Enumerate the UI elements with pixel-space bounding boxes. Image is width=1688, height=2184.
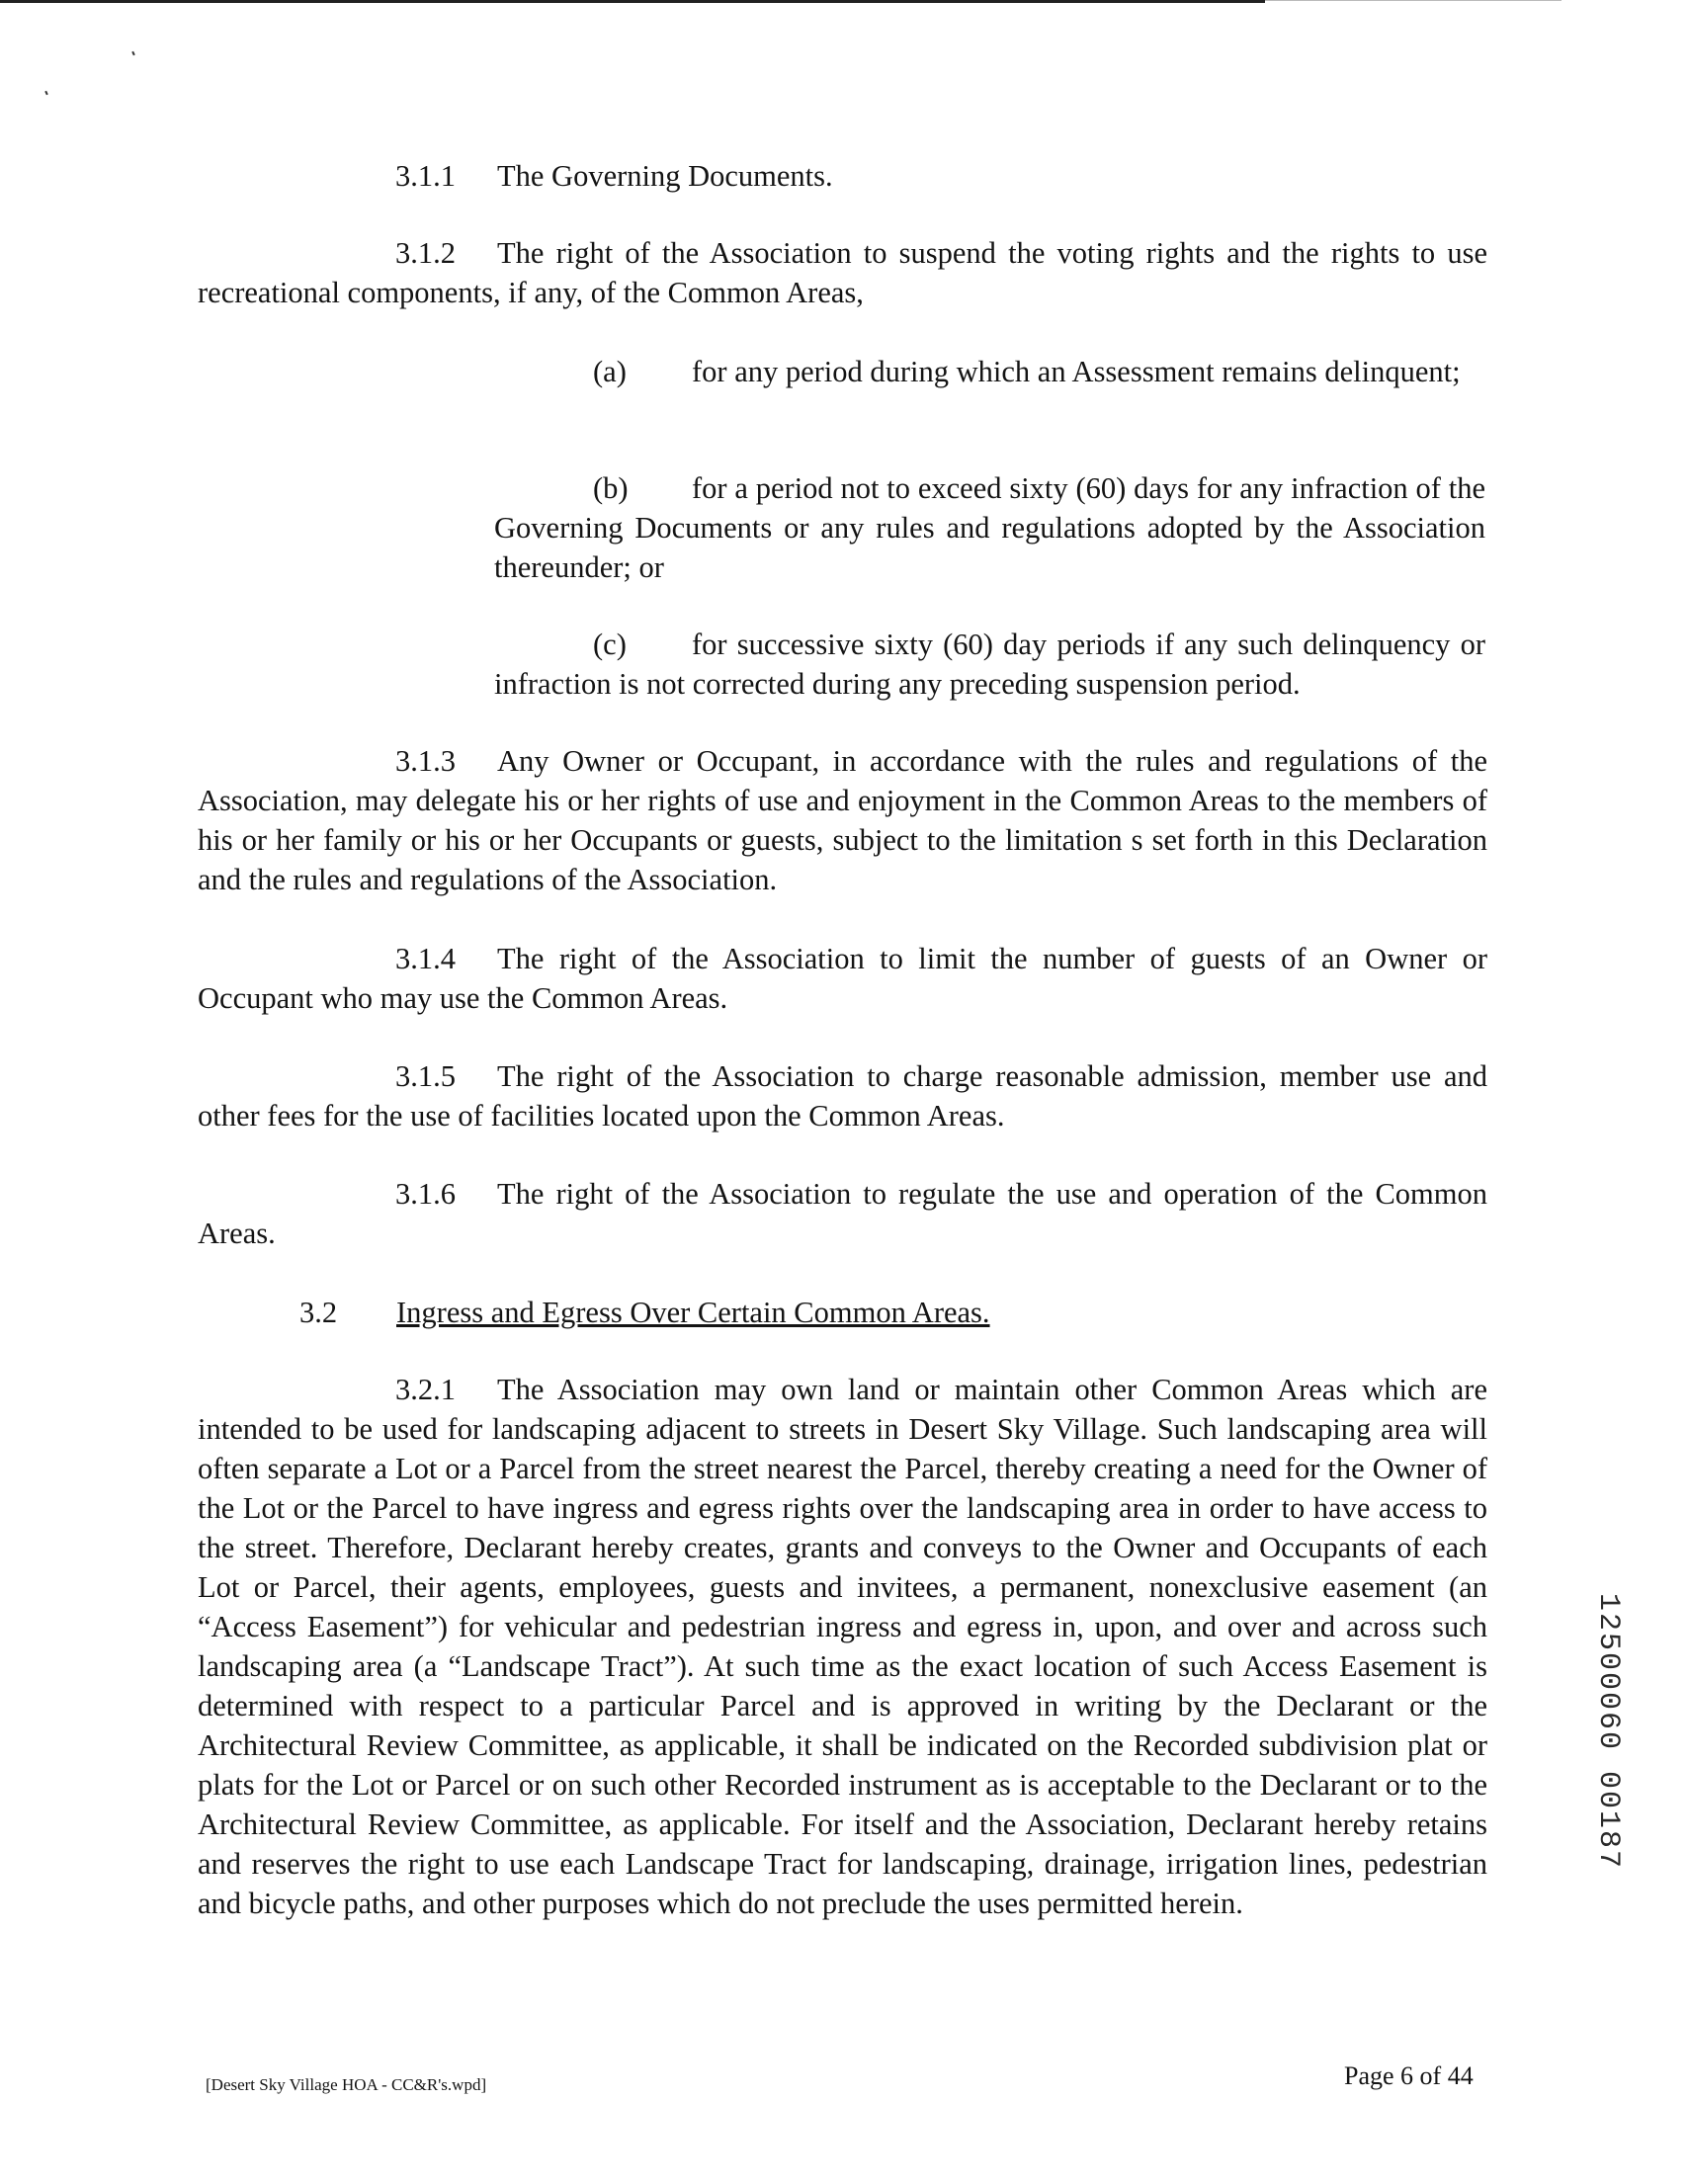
section-3-1-2 bbox=[198, 233, 1487, 312]
section-3-1-6 bbox=[198, 1174, 1487, 1253]
section-3-2-heading bbox=[198, 1293, 1487, 1332]
section-text: The right of the Association to limit the number of guests of an Owner or Occupant who may use the Common Areas. bbox=[198, 942, 1487, 1015]
section-3-1-3 bbox=[198, 741, 1487, 899]
section-text: The Governing Documents. bbox=[497, 159, 833, 193]
item-label: (b) bbox=[593, 471, 629, 505]
section-3-1-4 bbox=[198, 939, 1487, 1018]
item-label: (c) bbox=[593, 628, 627, 661]
section-number: 3.1.1 bbox=[395, 159, 456, 193]
section-number: 3.1.3 bbox=[395, 744, 456, 778]
section-3-2-1 bbox=[198, 1370, 1487, 1923]
section-3-1-5 bbox=[198, 1056, 1487, 1135]
section-number: 3.1.6 bbox=[395, 1177, 456, 1211]
item-label: (a) bbox=[593, 355, 627, 388]
recording-stamp: 12500060 00187 bbox=[1591, 1593, 1625, 1871]
section-3-1-1 bbox=[198, 156, 1487, 196]
page-number: Page 6 of 44 bbox=[1344, 2061, 1474, 2090]
section-number: 3.1.5 bbox=[395, 1059, 456, 1093]
footer-filename: [Desert Sky Village HOA - CC&R's.wpd] bbox=[206, 2075, 487, 2094]
section-heading: Ingress and Egress Over Certain Common Areas. bbox=[396, 1296, 990, 1329]
item-text: for any period during which an Assessment remains delinquent; bbox=[692, 355, 1461, 388]
item-text: for a period not to exceed sixty (60) days for any infraction of the Governing Documents or any rules and regulations adopted by the Association thereunder; or bbox=[494, 471, 1485, 584]
section-number: 3.1.4 bbox=[395, 942, 456, 975]
section-text: Any Owner or Occupant, in accordance with the rules and regulations of the Association, may delegate his or her rights of use and enjoyment in the Common Areas to the members of his or her family or his or her Occupants or guests, subject to the limitation s set forth in this Declaration and the rules and regulations of the Association. bbox=[198, 744, 1487, 896]
scan-speck bbox=[131, 51, 135, 55]
section-text: The right of the Association to regulate the use and operation of the Common Areas. bbox=[198, 1177, 1487, 1250]
scan-speck bbox=[44, 91, 48, 95]
section-3-1-2-item-a bbox=[494, 352, 1485, 391]
section-3-1-2-item-b bbox=[494, 468, 1485, 587]
section-text: The right of the Association to suspend the voting rights and the rights to use recreational components, if any, of the Common Areas, bbox=[198, 236, 1487, 309]
scan-edge-faint bbox=[1265, 0, 1561, 1]
item-text: for successive sixty (60) day periods if any such delinquency or infraction is not corrected during any preceding suspension period. bbox=[494, 628, 1485, 701]
scan-edge bbox=[0, 0, 1265, 3]
section-number: 3.1.2 bbox=[395, 236, 456, 270]
section-3-1-2-item-c bbox=[494, 625, 1485, 704]
section-number: 3.2.1 bbox=[395, 1373, 456, 1406]
section-number: 3.2 bbox=[299, 1296, 338, 1329]
section-text: The right of the Association to charge reasonable admission, member use and other fees for the use of facilities located upon the Common Areas. bbox=[198, 1059, 1487, 1133]
section-text: The Association may own land or maintain other Common Areas which are intended to be used for landscaping adjacent to streets in Desert Sky Village. Such landscaping area will often separate a Lot or a Parcel from the street nearest the Parcel, thereby creating a need for the Owner of the Lot or the Parcel to have ingress and egress rights over the landscaping area in order to have access to the street. Therefore, Declarant hereby creates, grants and conveys to the Owner and Occupants of each Lot or Parcel, their agents, employees, guests and invitees, a permanent, nonexclusive easement (an “Access Easement”) for vehicular and pedestrian ingress and egress in, upon, and over and across such landscaping area (a “Landscape Tract”). At such time as the exact location of such Access Easement is determined with respect to a particular Parcel and is approved in writing by the Declarant or the Architectural Review Committee, as applicable, it shall be indicated on the Recorded subdivision plat or plats for the Lot or Parcel or on such other Recorded instrument as is acceptable to the Declarant or to the Architectural Review Committee, as applicable. For itself and the Association, Declarant hereby retains and reserves the right to use each Landscape Tract for landscaping, drainage, irrigation lines, pedestrian and bicycle paths, and other purposes which do not preclude the uses permitted herein. bbox=[198, 1373, 1487, 1920]
